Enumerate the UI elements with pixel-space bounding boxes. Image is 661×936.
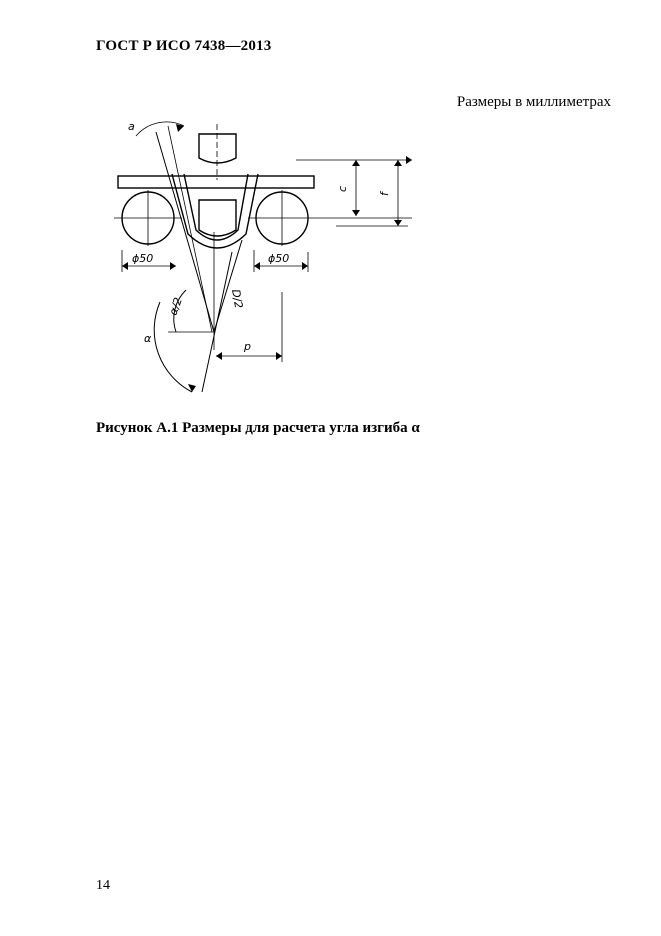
label-p: p	[244, 340, 251, 353]
units-note: Размеры в миллиметрах	[456, 94, 611, 110]
figure-caption: Рисунок А.1 Размеры для расчета угла изгиба α	[96, 420, 420, 436]
label-d2: D/2	[229, 288, 246, 310]
page-number: 14	[96, 878, 110, 893]
mandrel-top	[199, 134, 236, 163]
bend-diagram	[96, 112, 426, 412]
label-c: c	[336, 185, 349, 192]
bent-specimen	[172, 174, 258, 248]
label-d50-left: ϕ50	[132, 252, 154, 265]
specimen-bar	[118, 176, 314, 188]
label-f: f	[378, 192, 391, 196]
bend-test-figure	[96, 112, 426, 412]
label-d50-right: ϕ50	[268, 252, 290, 265]
label-alpha: α	[144, 332, 152, 345]
document-header: ГОСТ Р ИСО 7438—2013	[96, 38, 272, 54]
label-a: a	[128, 120, 135, 133]
mandrel-bottom	[199, 200, 236, 236]
label-alpha-half: α/2	[166, 295, 185, 318]
